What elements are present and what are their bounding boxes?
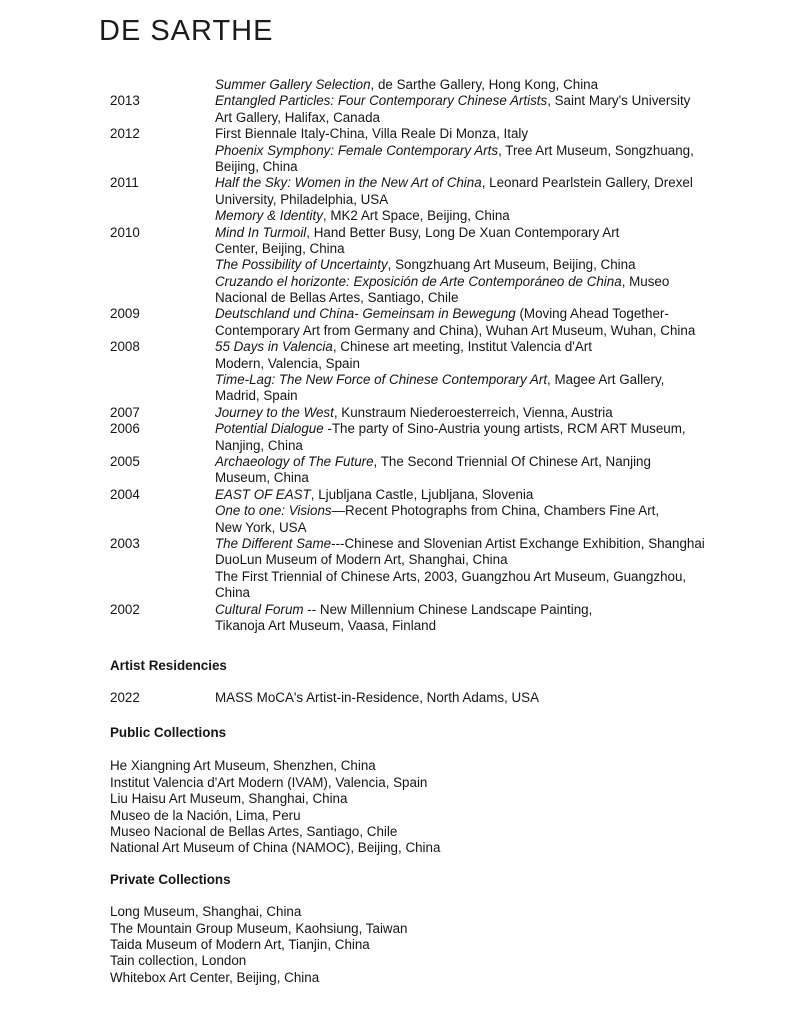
exhibition-title: Cruzando el horizonte: Exposición de Arte Contemporáneo de China xyxy=(215,273,622,289)
exhibition-detail: Nanjing, China xyxy=(215,437,303,453)
collection-item: Museo de la Nación, Lima, Peru xyxy=(110,807,301,823)
exhibition-detail: Nacional de Bellas Artes, Santiago, Chile xyxy=(215,290,459,306)
exhibition-year: 2002 xyxy=(110,601,140,617)
exhibition-title: Cultural Forum xyxy=(215,601,304,617)
section-heading-public-collections: Public Collections xyxy=(110,725,227,741)
exhibition-title: EAST OF EAST xyxy=(215,486,311,502)
exhibition-year: 2004 xyxy=(110,486,140,502)
exhibition-title: Potential Dialogue xyxy=(215,421,324,437)
exhibition-detail: University, Philadelphia, USA xyxy=(215,191,389,207)
exhibition-year: 2005 xyxy=(110,453,140,469)
exhibition-title: Memory & Identity xyxy=(215,208,323,224)
exhibition-line xyxy=(215,192,791,208)
exhibition-line xyxy=(215,618,791,634)
exhibition-detail: , Leonard Pearlstein Gallery, Drexel xyxy=(481,175,693,191)
exhibition-line xyxy=(215,77,791,93)
exhibition-entry xyxy=(0,175,791,208)
exhibition-line xyxy=(215,421,791,437)
exhibition-line xyxy=(215,290,791,306)
exhibition-line xyxy=(215,690,791,706)
exhibition-title: 55 Days in Valencia xyxy=(215,339,333,355)
exhibition-line xyxy=(215,372,791,388)
exhibition-detail: , Ljubljana Castle, Ljubljana, Slovenia xyxy=(310,486,534,502)
exhibition-year: 2010 xyxy=(110,224,140,240)
exhibition-line xyxy=(215,110,791,126)
exhibition-title: The Possibility of Uncertainty xyxy=(215,257,388,273)
collection-item: Long Museum, Shanghai, China xyxy=(110,904,302,920)
collection-item: Taida Museum of Modern Art, Tianjin, China xyxy=(110,936,370,952)
exhibition-title: Phoenix Symphony: Female Contemporary Arts xyxy=(215,142,499,158)
exhibition-line xyxy=(215,175,791,191)
exhibition-title: Time-Lag: The New Force of Chinese Contemporary Art xyxy=(215,372,548,388)
exhibition-entry xyxy=(0,225,791,258)
exhibition-entry xyxy=(0,602,791,635)
collection-item: He Xiangning Art Museum, Shenzhen, China xyxy=(110,758,376,774)
exhibition-line xyxy=(215,388,791,404)
exhibition-line xyxy=(215,339,791,355)
exhibition-detail: , Songzhuang Art Museum, Beijing, China xyxy=(387,257,636,273)
exhibition-entry xyxy=(0,257,791,273)
public-collections-list xyxy=(110,758,791,856)
exhibition-title: Entangled Particles: Four Contemporary Chinese Artists xyxy=(215,93,548,109)
exhibition-detail: , Museo xyxy=(621,273,670,289)
exhibition-entry xyxy=(0,690,791,706)
exhibition-detail: , Magee Art Gallery, xyxy=(547,372,665,388)
exhibition-detail: —Recent Photographs from China, Chambers Fine Art, xyxy=(331,503,660,519)
exhibition-line xyxy=(215,257,791,273)
exhibition-detail: , Tree Art Museum, Songzhuang, xyxy=(498,142,694,158)
exhibition-line xyxy=(215,602,791,618)
exhibition-year: 2009 xyxy=(110,306,140,322)
exhibition-year: 2003 xyxy=(110,535,140,551)
exhibition-line xyxy=(215,405,791,421)
exhibition-line xyxy=(215,356,791,372)
exhibition-line xyxy=(215,569,791,585)
exhibition-line xyxy=(215,536,791,552)
exhibition-line xyxy=(215,93,791,109)
exhibition-entry xyxy=(0,569,791,602)
exhibition-line xyxy=(215,208,791,224)
exhibition-line xyxy=(215,323,791,339)
exhibition-detail: -The party of Sino-Austria young artists, RCM ART Museum, xyxy=(323,421,686,437)
collection-item: Museo Nacional de Bellas Artes, Santiago, Chile xyxy=(110,824,398,840)
exhibition-detail: , Hand Better Busy, Long De Xuan Contemporary Art xyxy=(306,224,620,240)
residencies-list xyxy=(0,690,791,706)
exhibition-year: 2011 xyxy=(110,175,139,191)
collection-item: National Art Museum of China (NAMOC), Beijing, China xyxy=(110,840,441,856)
exhibition-line xyxy=(215,470,791,486)
exhibition-detail: Center, Beijing, China xyxy=(215,240,345,256)
exhibition-title: Journey to the West xyxy=(215,404,334,420)
section-heading-artist-residencies: Artist Residencies xyxy=(110,658,227,674)
exhibition-line xyxy=(215,585,791,601)
exhibition-year: 2012 xyxy=(110,126,140,142)
exhibition-detail: , Kunstraum Niederoesterreich, Vienna, Austria xyxy=(333,404,613,420)
exhibition-detail: China xyxy=(215,585,250,601)
exhibition-line xyxy=(215,159,791,175)
exhibition-detail: The First Triennial of Chinese Arts, 2003, Guangzhou Art Museum, Guangzhou, xyxy=(215,568,687,584)
exhibition-entry xyxy=(0,454,791,487)
exhibition-entry xyxy=(0,405,791,421)
exhibition-detail: Modern, Valencia, Spain xyxy=(215,355,360,371)
cv-content xyxy=(0,77,791,986)
exhibition-year: 2006 xyxy=(110,421,140,437)
exhibition-entry xyxy=(0,487,791,503)
exhibition-title: Summer Gallery Selection xyxy=(215,77,371,92)
private-collections-list xyxy=(110,904,791,986)
exhibition-detail: First Biennale Italy-China, Villa Reale Di Monza, Italy xyxy=(215,126,529,142)
exhibition-title: Mind In Turmoil xyxy=(215,224,307,240)
exhibition-detail: Tikanoja Art Museum, Vaasa, Finland xyxy=(215,617,437,633)
exhibition-entry xyxy=(0,372,791,405)
exhibition-line xyxy=(215,503,791,519)
exhibition-detail: Museum, China xyxy=(215,470,309,486)
exhibition-line xyxy=(215,487,791,503)
exhibition-detail: (Moving Ahead Together- xyxy=(515,306,669,322)
exhibition-title: The Different Same xyxy=(215,535,332,551)
exhibition-entry xyxy=(0,421,791,454)
exhibition-detail: MASS MoCA's Artist-in-Residence, North Adams, USA xyxy=(215,689,540,705)
exhibition-line xyxy=(215,520,791,536)
exhibition-entry xyxy=(0,93,791,126)
exhibition-detail: Beijing, China xyxy=(215,158,298,174)
exhibition-detail: Madrid, Spain xyxy=(215,388,298,404)
exhibition-line xyxy=(215,552,791,568)
exhibition-entry xyxy=(0,126,791,142)
exhibition-line xyxy=(215,274,791,290)
exhibition-line xyxy=(215,438,791,454)
exhibition-detail: , de Sarthe Gallery, Hong Kong, China xyxy=(370,77,599,92)
collection-item: Liu Haisu Art Museum, Shanghai, China xyxy=(110,791,348,807)
exhibition-entry xyxy=(0,503,791,536)
exhibition-detail: -- New Millennium Chinese Landscape Painting, xyxy=(303,601,593,617)
exhibition-detail: , Saint Mary's University xyxy=(547,93,691,109)
exhibition-entry xyxy=(0,536,791,569)
exhibition-detail: Contemporary Art from Germany and China), Wuhan Art Museum, Wuhan, China xyxy=(215,322,696,338)
exhibition-year: 2013 xyxy=(110,93,140,109)
exhibition-line xyxy=(215,143,791,159)
exhibition-entry xyxy=(0,77,791,93)
exhibition-detail: DuoLun Museum of Modern Art, Shanghai, China xyxy=(215,552,508,568)
exhibition-entry xyxy=(0,143,791,176)
exhibition-year: 2022 xyxy=(110,689,140,705)
collection-item: Tain collection, London xyxy=(110,953,247,969)
exhibition-title: One to one: Visions xyxy=(215,503,332,519)
collection-item: The Mountain Group Museum, Kaohsiung, Taiwan xyxy=(110,920,408,936)
exhibition-detail: , MK2 Art Space, Beijing, China xyxy=(322,208,510,224)
exhibition-line xyxy=(215,225,791,241)
exhibition-title: Half the Sky: Women in the New Art of China xyxy=(215,175,482,191)
exhibition-line xyxy=(215,306,791,322)
exhibition-detail: ---Chinese and Slovenian Artist Exchange Exhibition, Shanghai xyxy=(331,535,705,551)
gallery-logo: DE SARTHE xyxy=(99,15,274,47)
exhibition-detail: New York, USA xyxy=(215,519,307,535)
exhibitions-list xyxy=(0,77,791,634)
exhibition-detail: Art Gallery, Halifax, Canada xyxy=(215,109,380,125)
collection-item: Whitebox Art Center, Beijing, China xyxy=(110,969,320,985)
exhibition-detail: , The Second Triennial Of Chinese Art, Nanjing xyxy=(373,453,651,469)
collection-item: Institut Valencia d'Art Modern (IVAM), Valencia, Spain xyxy=(110,774,428,790)
section-heading-private-collections: Private Collections xyxy=(110,871,231,887)
exhibition-title: Archaeology of The Future xyxy=(215,453,374,469)
exhibition-entry xyxy=(0,339,791,372)
exhibition-line xyxy=(215,241,791,257)
exhibition-entry xyxy=(0,274,791,307)
exhibition-line xyxy=(215,126,791,142)
exhibition-line xyxy=(215,454,791,470)
exhibition-year: 2007 xyxy=(110,404,140,420)
exhibition-year: 2008 xyxy=(110,339,140,355)
exhibition-title: Deutschland und China- Gemeinsam in Bewegung xyxy=(215,306,516,322)
exhibition-entry xyxy=(0,208,791,224)
exhibition-detail: , Chinese art meeting, Institut Valencia d'Art xyxy=(332,339,592,355)
exhibition-entry xyxy=(0,306,791,339)
